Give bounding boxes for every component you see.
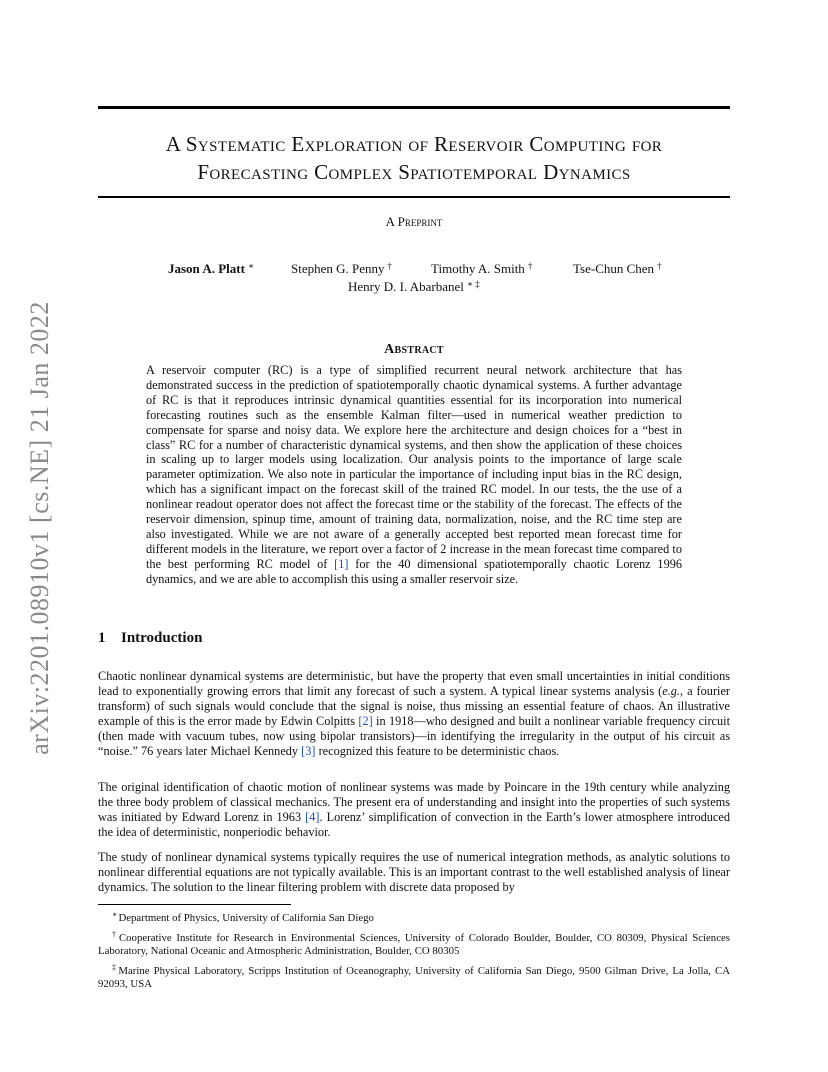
author-affiliation-mark: ∗ [247, 261, 255, 271]
title-bottom-rule [98, 196, 730, 198]
paragraph-text: The original identification of chaotic motion of nonlinear systems was made by Poincare in the 19th century while analyzing the three body problem of classical mechanics. The present era of understanding and insight into the properties of such systems was initiated by Edward Lorenz in 1963 [98, 780, 730, 824]
author-henry-abarbanel [348, 275, 480, 296]
abstract-heading: Abstract [384, 342, 444, 357]
author-list [98, 257, 730, 293]
footnote-cires [98, 928, 730, 959]
intro-paragraph-3: The study of nonlinear dynamical systems typically requires the use of numerical integration methods, as analytic solutions to nonlinear differential equations are not typically available. This is an important contrast to the well established analysis of linear dynamics. The solution to the linear filtering problem with discrete data proposed by [98, 850, 730, 894]
paragraph-text: , a fourier transform) of such signals would conclude that the signal is noise, thus missing an essential feature of chaos. An illustrative example of this is the error made by Edwin Colpitts [98, 683, 731, 728]
footnotes [98, 908, 730, 994]
citation-link-1[interactable]: [1] [334, 556, 349, 571]
title-top-rule [98, 106, 730, 109]
abstract-text [146, 363, 682, 587]
footnote-separator [98, 904, 291, 905]
intro-paragraph-1 [98, 669, 730, 758]
author-name: Jason A. Platt [168, 261, 245, 276]
footnote-text: Cooperative Institute for Research in Environmental Sciences, University of Colorado Boulder, Boulder, CO 80309, Physical Sciences Laboratory, National Oceanic and Atmospheric Administration, Boulder, CO 80305 [98, 931, 730, 957]
section-number: 1 [98, 630, 106, 646]
preprint-label: A Preprint [385, 214, 443, 229]
paragraph-text: . Lorenz’ simplification of convection in the Earth’s lower atmosphere introduced the idea of deterministic, nonperiodic behavior. [98, 809, 730, 839]
author-name: Stephen G. Penny [291, 261, 385, 276]
footnote-text: Department of Physics, University of California San Diego [118, 912, 374, 924]
section-title: Introduction [121, 630, 203, 646]
citation-link-4[interactable]: [4] [305, 809, 320, 824]
footnote-physics [98, 908, 730, 926]
intro-paragraph-2 [98, 780, 730, 840]
author-affiliation-mark: † [387, 261, 393, 271]
footnote-mark: † [112, 929, 118, 939]
paragraph-emphasis: e.g. [662, 683, 680, 698]
abstract-text-part: for the 40 dimensional spatiotemporally chaotic Lorenz 1996 dynamics, and we are able to accomplish this using a smaller reservoir size. [146, 556, 683, 586]
footnote-mark: ∗ [112, 910, 118, 919]
paragraph-text: in 1918—who designed and built a nonlinear variable frequency circuit (then made with vacuum tubes, now using bipolar transistors)—in identifying the irregularity in the output of his circuit as “noise.” 76 years later Michael Kennedy [98, 713, 730, 758]
author-name: Timothy A. Smith [431, 261, 525, 276]
author-affiliation-mark: † [657, 261, 662, 271]
paragraph-text: Chaotic nonlinear dynamical systems are deterministic, but have the property that even small uncertainties in initial conditions lead to exponentially growing errors that limit any forecast of such a system. A typical linear systems analysis ( [98, 669, 730, 698]
author-affiliation-mark: † [527, 261, 533, 271]
arxiv-stamp-text: arXiv:2201.08910v1 [cs.NE] 21 Jan 2022 [25, 301, 54, 755]
footnote-mark: ‡ [112, 962, 118, 972]
author-affiliation-mark: ∗ ‡ [466, 279, 480, 289]
title-line-1: A Systematic Exploration of Reservoir Computing for [165, 132, 663, 156]
author-name: Henry D. I. Abarbanel [348, 279, 464, 294]
author-row-2 [98, 275, 730, 293]
title-line-2: Forecasting Complex Spatiotemporal Dynamics [197, 160, 631, 184]
citation-link-2[interactable]: [2] [358, 713, 373, 728]
paper-title [98, 130, 730, 186]
footnote-text: Marine Physical Laboratory, Scripps Institution of Oceanography, University of California San Diego, 9500 Gilman Drive, La Jolla, CA 92093, USA [98, 964, 730, 990]
citation-link-3[interactable]: [3] [301, 743, 316, 758]
section-heading-introduction [98, 630, 202, 647]
abstract-text-part: A reservoir computer (RC) is a type of simplified recurrent neural network architecture that has demonstrated success in the prediction of spatiotemporally chaotic dynamical systems. A further advantage of RC is that it reproduces intrinsic dynamical quantities essential for its incorporation into numerical forecasting routines such as the ensemble Kalman filter—used in numerical weather prediction to compensate for sparse and noisy data. We explore here the architecture and design choices for a “best in class” RC for a number of characteristic dynamical systems, and then show the application of these choices in scaling up to larger models using localization. Our analysis points to the importance of large scale parameter optimization. We also note in particular the importance of including input bias in the RC design, which has a significant impact on the forecast skill of the trained RC model. In our tests, the the use of a nonlinear readout operator does not affect the forecast time or the stability of the forecast. The effects of the reservoir dimension, spinup time, amount of training data, normalization, noise, and the RC time step are also investigated. While we are not aware of a generally accepted best reported mean forecast time for different models in the literature, we report over a factor of 2 increase in the mean forecast time compared to the best performing RC model of [146, 363, 682, 571]
footnote-scripps [98, 961, 730, 992]
paragraph-text: recognized this feature to be deterministic chaos. [315, 743, 560, 758]
author-name: Tse-Chun Chen [573, 261, 655, 276]
author-row-1 [98, 257, 730, 275]
